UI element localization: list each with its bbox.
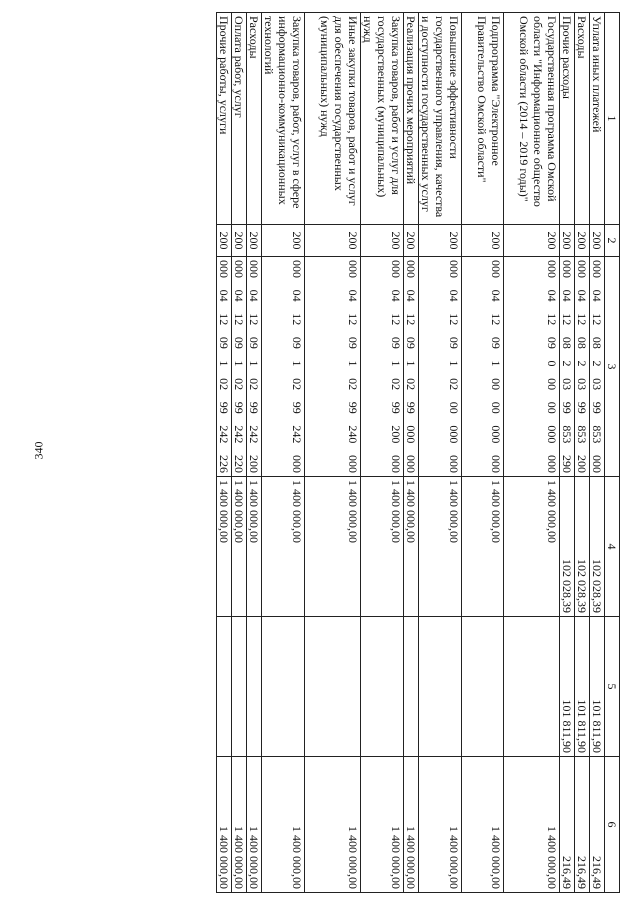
row-name: Закупка товаров, работ, услуг в сфере информационно-коммуникационных технологий bbox=[262, 13, 305, 225]
code-part: 000 bbox=[447, 260, 461, 278]
code-part: 02 bbox=[447, 378, 461, 391]
row-col2: 200 bbox=[262, 225, 305, 257]
row-col2: 200 bbox=[462, 225, 504, 257]
row-col5 bbox=[504, 617, 560, 757]
row-name: Повышение эффективности государственного управления, качества и доступности государственных услуг bbox=[419, 13, 462, 225]
row-col2: 200 bbox=[590, 225, 605, 257]
code-part: 09 bbox=[217, 336, 231, 349]
code-part: 242 bbox=[290, 425, 304, 444]
code-part: 000 bbox=[346, 455, 360, 473]
code-part: 12 bbox=[590, 313, 604, 326]
code-part: 09 bbox=[232, 336, 246, 349]
code-part: 000 bbox=[545, 455, 559, 473]
code-part: 000 bbox=[575, 260, 589, 278]
row-col4: 1 400 000,00 bbox=[504, 477, 560, 617]
code-part: 00 bbox=[545, 378, 559, 391]
code-part: 00 bbox=[545, 401, 559, 414]
code-part: 02 bbox=[217, 378, 231, 391]
row-col6: 1 400 000,00 bbox=[247, 757, 262, 893]
table-row bbox=[504, 13, 560, 893]
header-cell: 2 bbox=[605, 225, 620, 257]
table-row bbox=[560, 13, 575, 893]
table-row bbox=[361, 13, 404, 893]
code-part: 242 bbox=[217, 425, 231, 444]
code-part: 02 bbox=[232, 378, 246, 391]
table-row bbox=[232, 13, 247, 893]
code-part: 2 bbox=[575, 360, 589, 367]
code-part: 99 bbox=[290, 401, 304, 414]
code-part: 02 bbox=[247, 378, 261, 391]
row-col6: 1 400 000,00 bbox=[504, 757, 560, 893]
table-body bbox=[217, 13, 605, 893]
code-part: 1 bbox=[217, 360, 231, 367]
code-part: 000 bbox=[232, 260, 246, 278]
code-part: 12 bbox=[247, 313, 261, 326]
code-part: 200 bbox=[389, 425, 403, 444]
code-part: 0 bbox=[545, 360, 559, 367]
table-row bbox=[462, 13, 504, 893]
code-part: 12 bbox=[560, 313, 574, 326]
code-part: 00 bbox=[489, 401, 503, 414]
code-part: 000 bbox=[590, 455, 604, 473]
row-name: Реализация прочих мероприятий bbox=[404, 13, 419, 225]
code-part: 09 bbox=[404, 336, 418, 349]
row-name: Прочие работы, услуги bbox=[217, 13, 232, 225]
row-col6: 216,49 bbox=[575, 757, 590, 893]
code-part: 200 bbox=[575, 455, 589, 473]
budget-code-parts bbox=[346, 260, 360, 473]
code-part: 99 bbox=[404, 401, 418, 414]
row-col2: 200 bbox=[217, 225, 232, 257]
code-part: 000 bbox=[489, 260, 503, 278]
code-part: 000 bbox=[447, 425, 461, 444]
row-budget-code bbox=[560, 257, 575, 477]
row-name: Расходы bbox=[575, 13, 590, 225]
row-col2: 200 bbox=[560, 225, 575, 257]
budget-code-parts bbox=[560, 260, 574, 473]
code-part: 04 bbox=[575, 289, 589, 302]
code-part: 09 bbox=[290, 336, 304, 349]
row-budget-code bbox=[305, 257, 361, 477]
row-col5: 101 811,90 bbox=[590, 617, 605, 757]
code-part: 04 bbox=[590, 289, 604, 302]
header-cell: 1 bbox=[605, 13, 620, 225]
budget-code-parts bbox=[447, 260, 461, 473]
code-part: 08 bbox=[590, 336, 604, 349]
code-part: 04 bbox=[389, 289, 403, 302]
code-part: 000 bbox=[290, 455, 304, 473]
code-part: 00 bbox=[489, 378, 503, 391]
row-col4: 1 400 000,00 bbox=[419, 477, 462, 617]
row-col2: 200 bbox=[419, 225, 462, 257]
code-part: 99 bbox=[560, 401, 574, 414]
row-col6: 1 400 000,00 bbox=[404, 757, 419, 893]
code-part: 09 bbox=[447, 336, 461, 349]
budget-table bbox=[216, 12, 620, 893]
row-budget-code bbox=[462, 257, 504, 477]
code-part: 99 bbox=[232, 401, 246, 414]
row-col5 bbox=[361, 617, 404, 757]
row-col5: 101 811,90 bbox=[575, 617, 590, 757]
code-part: 000 bbox=[489, 425, 503, 444]
code-part: 000 bbox=[545, 260, 559, 278]
code-part: 04 bbox=[247, 289, 261, 302]
code-part: 04 bbox=[447, 289, 461, 302]
code-part: 220 bbox=[232, 455, 246, 473]
code-part: 240 bbox=[346, 425, 360, 444]
table-row bbox=[590, 13, 605, 893]
code-part: 2 bbox=[590, 360, 604, 367]
code-part: 09 bbox=[545, 336, 559, 349]
row-col6: 1 400 000,00 bbox=[462, 757, 504, 893]
code-part: 000 bbox=[290, 260, 304, 278]
table-row bbox=[217, 13, 232, 893]
code-part: 99 bbox=[389, 401, 403, 414]
row-col2: 200 bbox=[232, 225, 247, 257]
table-row bbox=[305, 13, 361, 893]
code-part: 12 bbox=[217, 313, 231, 326]
row-col2: 200 bbox=[504, 225, 560, 257]
row-name: Закупка товаров, работ и услуг для государственных (муниципальных) нужд bbox=[361, 13, 404, 225]
row-col6: 1 400 000,00 bbox=[217, 757, 232, 893]
code-part: 04 bbox=[404, 289, 418, 302]
row-col6: 216,49 bbox=[590, 757, 605, 893]
code-part: 000 bbox=[560, 260, 574, 278]
row-col4: 102 028,39 bbox=[560, 477, 575, 617]
row-budget-code bbox=[575, 257, 590, 477]
code-part: 1 bbox=[489, 360, 503, 367]
row-col5: 101 811,90 bbox=[560, 617, 575, 757]
row-col2: 200 bbox=[361, 225, 404, 257]
code-part: 00 bbox=[447, 401, 461, 414]
code-part: 02 bbox=[389, 378, 403, 391]
budget-code-parts bbox=[545, 260, 559, 473]
row-col6: 1 400 000,00 bbox=[361, 757, 404, 893]
code-part: 853 bbox=[575, 425, 589, 444]
table-row bbox=[247, 13, 262, 893]
code-part: 1 bbox=[389, 360, 403, 367]
row-col2: 200 bbox=[575, 225, 590, 257]
row-name: Подпрограмма "Электронное Правительство Омской области" bbox=[462, 13, 504, 225]
row-col4: 1 400 000,00 bbox=[361, 477, 404, 617]
row-col4: 1 400 000,00 bbox=[462, 477, 504, 617]
row-budget-code bbox=[590, 257, 605, 477]
code-part: 1 bbox=[346, 360, 360, 367]
code-part: 1 bbox=[232, 360, 246, 367]
code-part: 04 bbox=[489, 289, 503, 302]
code-part: 200 bbox=[247, 455, 261, 473]
budget-code-parts bbox=[575, 260, 589, 473]
code-part: 09 bbox=[489, 336, 503, 349]
code-part: 99 bbox=[590, 401, 604, 414]
row-col4: 1 400 000,00 bbox=[217, 477, 232, 617]
code-part: 12 bbox=[575, 313, 589, 326]
row-col4: 1 400 000,00 bbox=[404, 477, 419, 617]
budget-code-parts bbox=[389, 260, 403, 473]
code-part: 000 bbox=[247, 260, 261, 278]
row-col5 bbox=[404, 617, 419, 757]
budget-code-parts bbox=[247, 260, 261, 473]
code-part: 02 bbox=[404, 378, 418, 391]
code-part: 226 bbox=[217, 455, 231, 473]
code-part: 04 bbox=[346, 289, 360, 302]
code-part: 09 bbox=[389, 336, 403, 349]
budget-code-parts bbox=[489, 260, 503, 473]
code-part: 04 bbox=[560, 289, 574, 302]
code-part: 09 bbox=[247, 336, 261, 349]
table-row bbox=[575, 13, 590, 893]
row-name: Иные закупки товаров, работ и услуг для обеспечения государственных (муниципальных) нужд bbox=[305, 13, 361, 225]
code-part: 03 bbox=[560, 378, 574, 391]
code-part: 000 bbox=[389, 260, 403, 278]
code-part: 08 bbox=[575, 336, 589, 349]
code-part: 242 bbox=[232, 425, 246, 444]
budget-code-parts bbox=[217, 260, 231, 473]
code-part: 12 bbox=[290, 313, 304, 326]
row-col6: 1 400 000,00 bbox=[419, 757, 462, 893]
code-part: 000 bbox=[404, 260, 418, 278]
row-name: Прочие расходы bbox=[560, 13, 575, 225]
header-cell: 3 bbox=[605, 257, 620, 477]
row-col4: 102 028,39 bbox=[590, 477, 605, 617]
code-part: 02 bbox=[290, 378, 304, 391]
row-col5 bbox=[419, 617, 462, 757]
budget-code-parts bbox=[404, 260, 418, 473]
row-col5 bbox=[462, 617, 504, 757]
header-cell: 4 bbox=[605, 477, 620, 617]
code-part: 000 bbox=[404, 455, 418, 473]
row-budget-code bbox=[217, 257, 232, 477]
code-part: 04 bbox=[217, 289, 231, 302]
row-col4: 102 028,39 bbox=[575, 477, 590, 617]
row-col2: 200 bbox=[404, 225, 419, 257]
row-col5 bbox=[232, 617, 247, 757]
header-row bbox=[605, 13, 620, 893]
code-part: 99 bbox=[346, 401, 360, 414]
code-part: 000 bbox=[404, 425, 418, 444]
code-part: 12 bbox=[404, 313, 418, 326]
code-part: 03 bbox=[575, 378, 589, 391]
code-part: 12 bbox=[346, 313, 360, 326]
row-col4: 1 400 000,00 bbox=[247, 477, 262, 617]
row-budget-code bbox=[404, 257, 419, 477]
code-part: 99 bbox=[217, 401, 231, 414]
code-part: 242 bbox=[247, 425, 261, 444]
code-part: 03 bbox=[590, 378, 604, 391]
code-part: 12 bbox=[447, 313, 461, 326]
row-col4: 1 400 000,00 bbox=[232, 477, 247, 617]
code-part: 000 bbox=[545, 425, 559, 444]
code-part: 000 bbox=[217, 260, 231, 278]
row-name: Оплата работ, услуг bbox=[232, 13, 247, 225]
code-part: 000 bbox=[447, 455, 461, 473]
budget-code-parts bbox=[290, 260, 304, 473]
code-part: 99 bbox=[575, 401, 589, 414]
page-number: 340 bbox=[31, 441, 46, 460]
code-part: 12 bbox=[232, 313, 246, 326]
row-budget-code bbox=[247, 257, 262, 477]
table-row bbox=[262, 13, 305, 893]
code-part: 12 bbox=[545, 313, 559, 326]
code-part: 12 bbox=[389, 313, 403, 326]
row-budget-code bbox=[419, 257, 462, 477]
row-col5 bbox=[305, 617, 361, 757]
code-part: 2 bbox=[560, 360, 574, 367]
code-part: 12 bbox=[489, 313, 503, 326]
code-part: 853 bbox=[560, 425, 574, 444]
row-col6: 1 400 000,00 bbox=[262, 757, 305, 893]
budget-code-parts bbox=[232, 260, 246, 473]
budget-code-parts bbox=[590, 260, 604, 473]
row-col6: 1 400 000,00 bbox=[305, 757, 361, 893]
code-part: 1 bbox=[247, 360, 261, 367]
code-part: 08 bbox=[560, 336, 574, 349]
row-name: Государственная программа Омской области "Информационное общество Омской области (2014 – 2019 годы)" bbox=[504, 13, 560, 225]
header-cell: 5 bbox=[605, 617, 620, 757]
code-part: 000 bbox=[346, 260, 360, 278]
code-part: 02 bbox=[346, 378, 360, 391]
code-part: 000 bbox=[389, 455, 403, 473]
row-budget-code bbox=[504, 257, 560, 477]
table-row bbox=[404, 13, 419, 893]
row-col5 bbox=[262, 617, 305, 757]
code-part: 000 bbox=[590, 260, 604, 278]
row-col5 bbox=[217, 617, 232, 757]
row-col4: 1 400 000,00 bbox=[262, 477, 305, 617]
code-part: 09 bbox=[346, 336, 360, 349]
row-name: Уплата иных платежей bbox=[590, 13, 605, 225]
code-part: 04 bbox=[290, 289, 304, 302]
code-part: 1 bbox=[290, 360, 304, 367]
row-budget-code bbox=[361, 257, 404, 477]
row-budget-code bbox=[232, 257, 247, 477]
row-col4: 1 400 000,00 bbox=[305, 477, 361, 617]
code-part: 290 bbox=[560, 455, 574, 473]
row-col6: 1 400 000,00 bbox=[232, 757, 247, 893]
row-col5 bbox=[247, 617, 262, 757]
code-part: 853 bbox=[590, 425, 604, 444]
header-cell: 6 bbox=[605, 757, 620, 893]
row-col2: 200 bbox=[305, 225, 361, 257]
code-part: 04 bbox=[545, 289, 559, 302]
row-col6: 216,49 bbox=[560, 757, 575, 893]
code-part: 04 bbox=[232, 289, 246, 302]
row-name: Расходы bbox=[247, 13, 262, 225]
rotated-page bbox=[72, 12, 620, 892]
code-part: 1 bbox=[447, 360, 461, 367]
code-part: 1 bbox=[404, 360, 418, 367]
code-part: 99 bbox=[247, 401, 261, 414]
row-budget-code bbox=[262, 257, 305, 477]
code-part: 000 bbox=[489, 455, 503, 473]
table-row bbox=[419, 13, 462, 893]
row-col2: 200 bbox=[247, 225, 262, 257]
